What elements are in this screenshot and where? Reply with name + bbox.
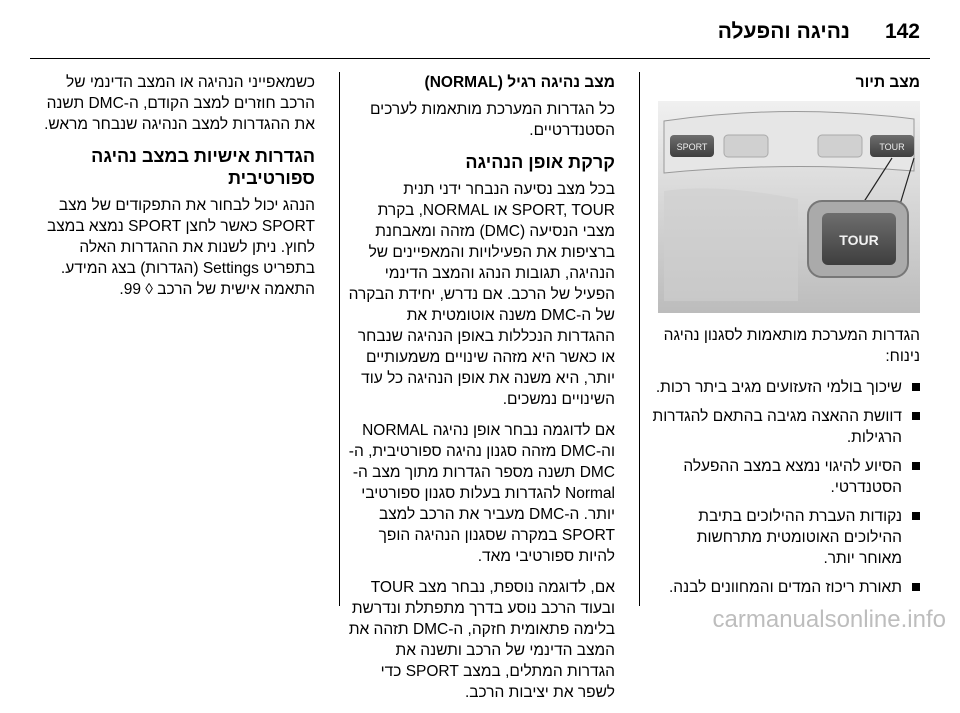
paragraph: אם, לדוגמה נוספת, נבחר מצב TOUR ובעוד הרכב נוסע בדרך מתפתלת ונדרשת בלימה פתאומית חזקה, ה-DMC תזהה את המצב הדינמי של הרכב ותשנה את הגדרות המתלים, במצב SPORT כדי לשפר את יציבות הרכב. [348, 579, 615, 701]
bullet-icon [912, 583, 920, 591]
bullet-icon [912, 383, 920, 391]
tour-bullets [650, 377, 920, 598]
column-right [650, 72, 920, 606]
list-item: תאורת ריכוז המדים והמחוונים לבנה. [650, 577, 920, 598]
console-photo [658, 101, 920, 313]
section-heading-tour: מצב תיור [855, 74, 920, 91]
section-heading-normal: מצב נהיגה רגיל (NORMAL) [424, 74, 615, 91]
paragraph: כל הגדרות המערכת מותאמות לערכים הסטנדרטיים. [369, 101, 615, 139]
paragraph: אם לדוגמה נבחר אופן נהיגה NORMAL וה-DMC מזהה סגנון נהיגה ספורטיבית, ה-DMC תשנה מספר הגדרות מתוך מצב ה-Normal להגדרות בעלות סגנון ספורטיבי יותר. ה-DMC מעביר את הרכב למצב SPORT במקרה שסגנון הנהיגה הופך להיות ספורטיבי מאד. [348, 422, 615, 565]
column-middle [345, 72, 615, 713]
list-item: הסיוע להיגוי נמצא במצב ההפעלה הסטנדרטי. [650, 456, 920, 498]
page-title: נהיגה והפעלה [717, 20, 850, 43]
bullet-icon [912, 412, 920, 420]
section-heading-personal: הגדרות אישיות במצב נהיגה ספורטיבית [91, 146, 315, 188]
bullet-icon [912, 512, 920, 520]
column-divider [339, 72, 340, 606]
bullet-icon [912, 462, 920, 470]
list-item: שיכוך בולמי הזעזועים מגיב ביתר רכות. [650, 377, 920, 398]
paragraph: הנהג יכול לבחור את התפקודים של מצב SPORT כאשר לחצן SPORT נמצא במצב לחוץ. ניתן לשנות את ההגדרות האלה בתפריט Settings (הגדרות) בצג המידע. התאמה אישית של הרכב ◊ 99. [46, 197, 315, 298]
paragraph: בכל מצב נסיעה הנבחר ידני תנית SPORT, TOUR או NORMAL, בקרת מצבי הנסיעה (DMC) מזהה ומאבחנת ברציפות את הפעילויות והמאפיינים של הנהיגה, תגובות הנהג והמצב הדינמי הפעיל של הרכב. אם נדרש, יחידת הבקרה של ה-DMC משנה אוטומטית את ההגדרות הנכללות באופן הנהיגה שנבחר או כאשר היא מזהה שינויים משמעותיים יותר, היא משנה את אופן הנהיגה כל עוד השינויים נמשכים. [348, 181, 615, 408]
tour-button-label: TOUR [879, 142, 905, 152]
tour-zoom-label: TOUR [839, 232, 879, 248]
section-heading-control: קרקת אופן הנהיגה [465, 152, 615, 172]
header-rule [30, 58, 930, 59]
page-number: 142 [884, 20, 920, 43]
watermark: carmanualsonline.info [712, 606, 946, 633]
column-left [30, 72, 315, 310]
console-illustration [658, 101, 920, 313]
list-item: נקודות העברת ההילוכים בתיבת ההילוכים האוטומטית מתרחשות מאוחר יותר. [650, 506, 920, 569]
paragraph: כשמאפייני הנהיגה או המצב הדינמי של הרכב חוזרים למצב הקודם, ה-DMC תשנה את ההגדרות למצב הנהיגה שנבחר מראש. [44, 74, 315, 133]
page-header [30, 6, 930, 56]
tour-intro: הגדרות המערכת מותאמות לסגנון נהיגה נינוח: [663, 327, 920, 365]
list-item: דוושת ההאצה מגיבה בהתאם להגדרות הרגילות. [650, 406, 920, 448]
column-divider [639, 72, 640, 606]
sport-button-label: SPORT [676, 142, 708, 152]
